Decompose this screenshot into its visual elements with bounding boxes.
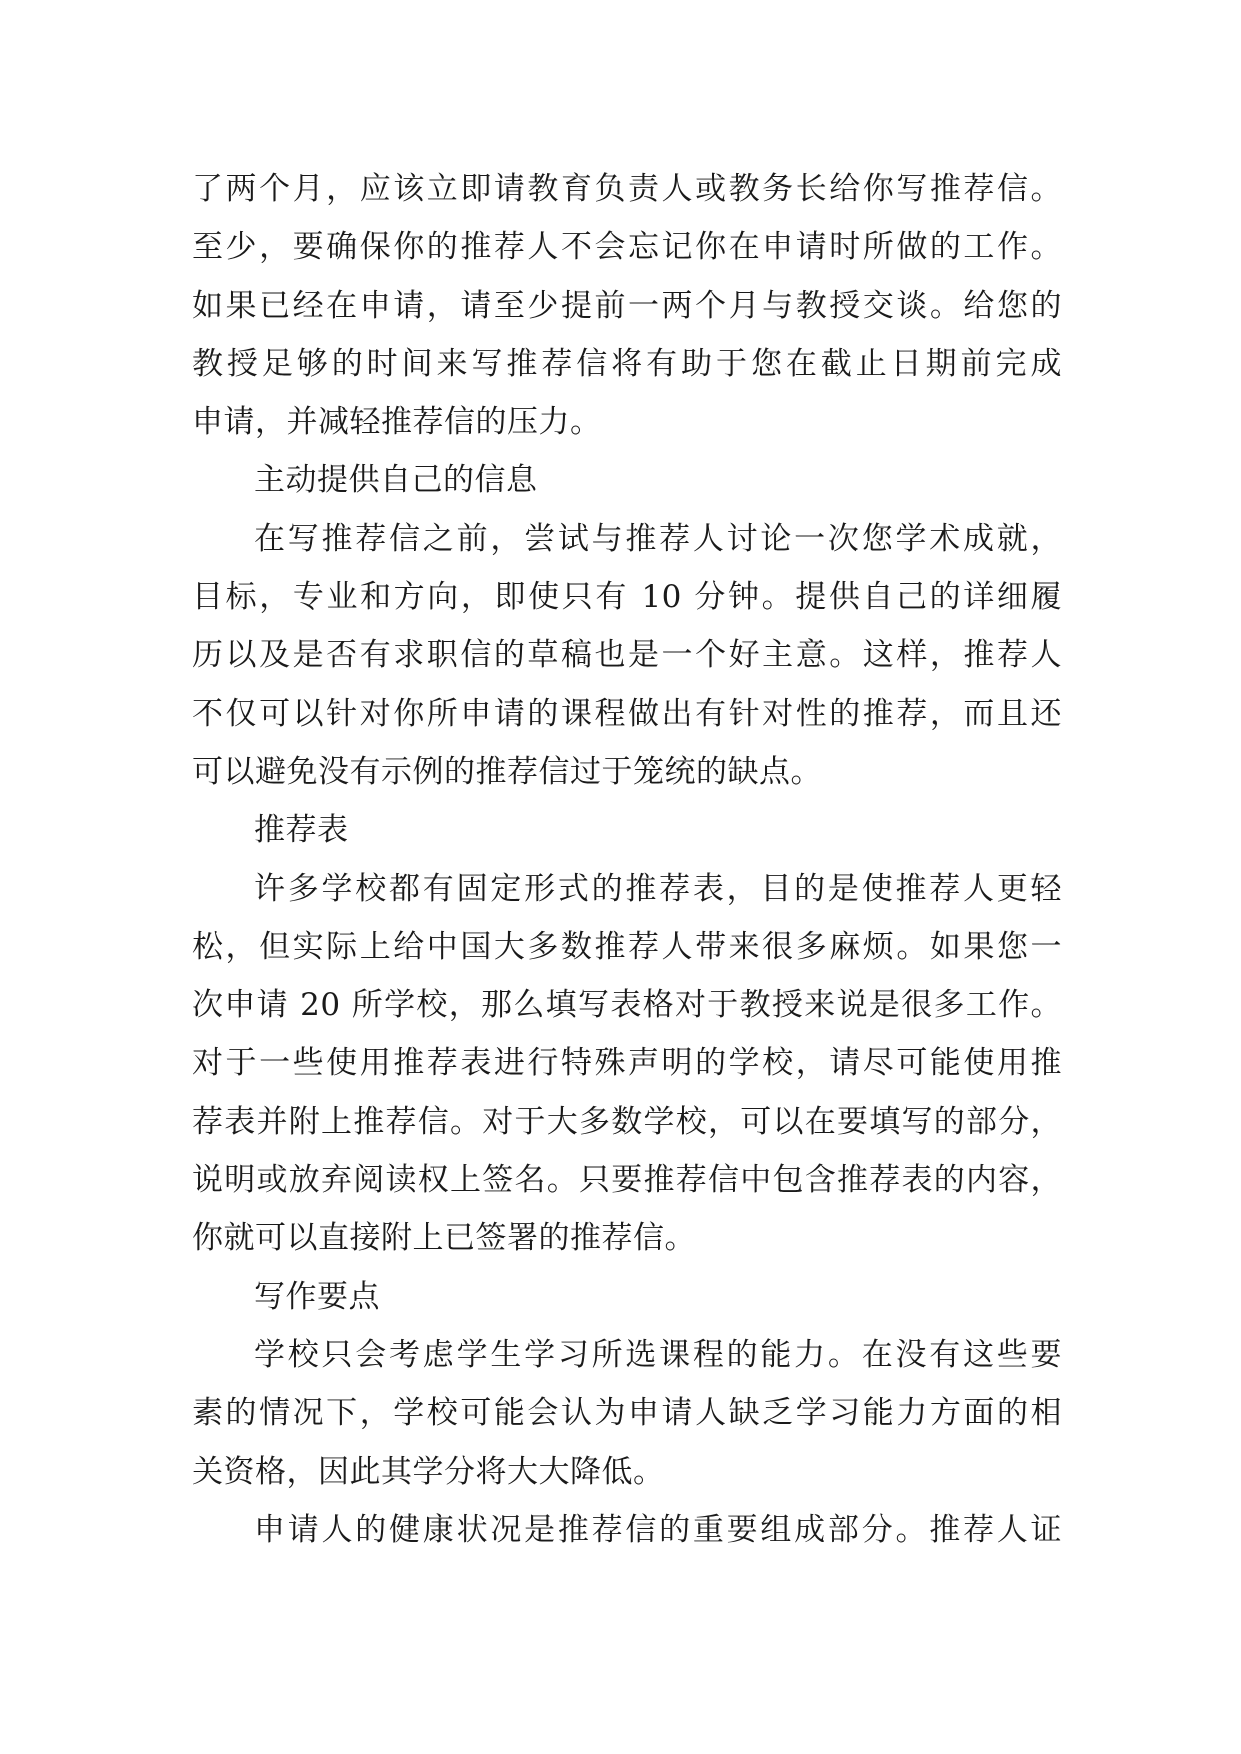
text-line: 许多学校都有固定形式的推荐表，目的是使推荐人更轻 [254, 870, 1062, 907]
text-line: 学校只会考虑学生学习所选课程的能力。在没有这些要 [254, 1336, 1062, 1373]
text-line: 说明或放弃阅读权上签名。只要推荐信中包含推荐表的内容， [192, 1162, 1062, 1199]
text-line: 你就可以直接附上已签署的推荐信。 [192, 1220, 696, 1257]
text-line: 了两个月，应该立即请教育负责人或教务长给你写推荐信。 [192, 171, 1062, 207]
text-line: 历以及是否有求职信的草稿也是一个好主意。这样，推荐人 [192, 637, 1062, 674]
text-line: 可以避免没有示例的推荐信过于笼统的缺点。 [192, 753, 822, 790]
text-line: 在写推荐信之前，尝试与推荐人讨论一次您学术成就， [254, 520, 1062, 557]
text-line: 松，但实际上给中国大多数推荐人带来很多麻烦。如果您一 [192, 928, 1062, 965]
text-line: 如果已经在申请，请至少提前一两个月与教授交谈。给您的 [192, 287, 1062, 324]
text-line: 至少，要确保你的推荐人不会忘记你在申请时所做的工作。 [192, 229, 1062, 266]
document-body [192, 160, 1062, 1559]
text-line: 教授足够的时间来写推荐信将有助于您在截止日期前完成 [192, 345, 1062, 382]
text-line: 次申请 20 所学校，那么填写表格对于教授来说是很多工作。 [192, 987, 1062, 1024]
section-heading: 写作要点 [254, 1278, 380, 1315]
text-line: 目标，专业和方向，即使只有 10 分钟。提供自己的详细履 [192, 579, 1062, 616]
text-line: 素的情况下，学校可能会认为申请人缺乏学习能力方面的相 [192, 1395, 1062, 1432]
text-line: 对于一些使用推荐表进行特殊声明的学校，请尽可能使用推 [192, 1045, 1062, 1082]
section-heading: 推荐表 [254, 812, 349, 849]
text-line: 不仅可以针对你所申请的课程做出有针对性的推荐，而且还 [192, 695, 1062, 732]
text-line: 荐表并附上推荐信。对于大多数学校，可以在要填写的部分， [192, 1103, 1062, 1140]
text-line: 申请人的健康状况是推荐信的重要组成部分。推荐人证 [254, 1511, 1062, 1548]
text-line: 申请，并减轻推荐信的压力。 [192, 404, 602, 441]
text-line: 关资格，因此其学分将大大降低。 [192, 1453, 665, 1490]
section-heading: 主动提供自己的信息 [254, 462, 538, 499]
